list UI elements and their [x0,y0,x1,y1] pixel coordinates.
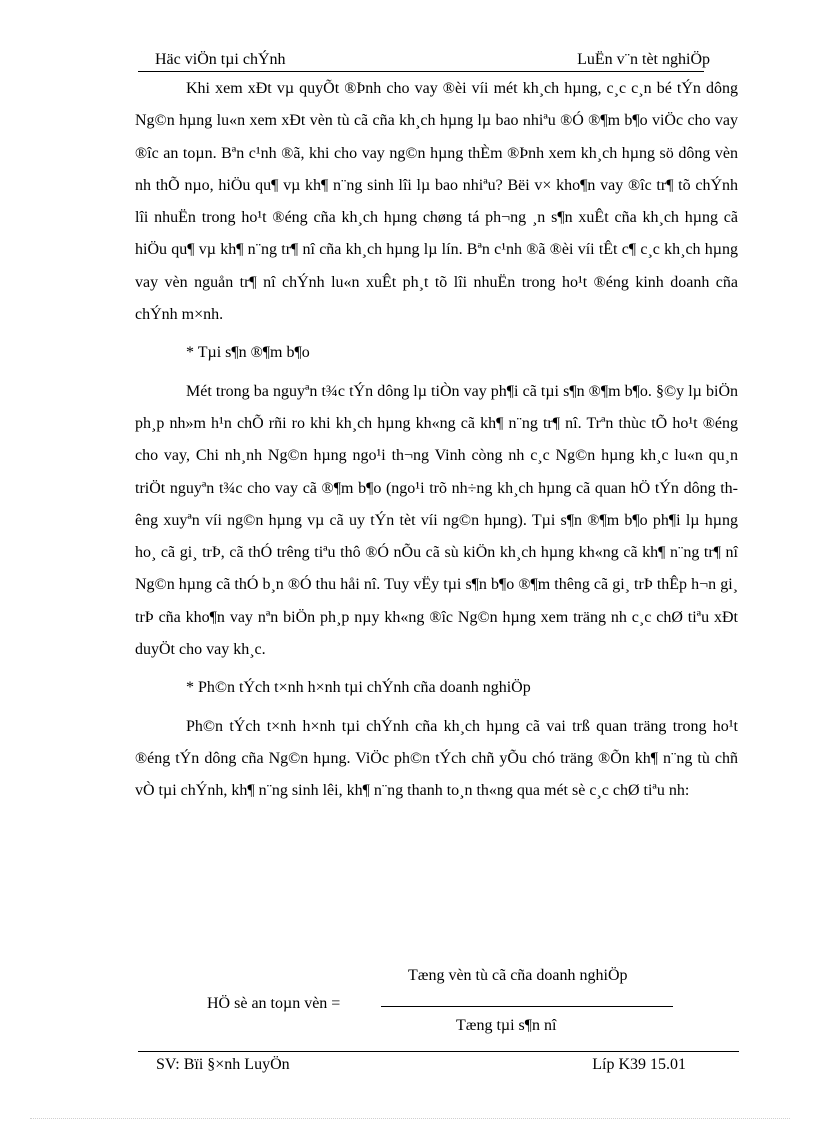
footer-student: SV: Bïi §×nh LuyÖn [156,1056,290,1073]
header-institution: Häc viÖn tµi chÝnh [155,51,286,68]
formula-capital-safety-ratio [0,955,816,1045]
header-thesis-label: LuËn v¨n tèt nghiÖp [577,51,710,68]
formula-label: HÖ sè an toµn vèn = [207,995,341,1012]
body-text [135,73,738,808]
formula-denominator: Tæng tµi s¶n nî [456,1017,557,1034]
paragraph-business-efficiency: Khi xem xÐt vµ quyÕt ®Þnh cho vay ®èi víi mét kh¸ch hµng, c¸c c¸n bé tÝn dông Ng©n hµng lu«n xem xÐt vèn tù cã cña kh¸ch hµng lµ bao nhiªu ®Ó ®¶m b¶o viÖc cho vay ®îc an toµn. Bªn c¹nh ®ã, khi cho vay ng©n hµng thÈm ®Þnh xem kh¸ch hµng sö dông vèn nh thÕ nµo, hiÖu qu¶ vµ kh¶ n¨ng sinh lîi lµ bao nhiªu? Bëi v× kho¶n vay ®îc tr¶ tõ chÝnh lîi nhuËn trong ho¹t ®éng cña kh¸ch hµng chøng tá ph¬ng ¸n s¶n xuÊt cña kh¸ch hµng cã hiÖu qu¶ vµ kh¶ n¨ng tr¶ nî cña kh¸ch hµng lµ lín. Bªn c¹nh ®ã ®èi víi tÊt c¶ c¸c kh¸ch hµng vay vèn nguån tr¶ nî chÝnh lu«n xuÊt ph¸t tõ lîi nhuËn trong ho¹t ®éng kinh doanh cña chÝnh m×nh. [135,80,738,324]
fraction-bar [381,1006,673,1007]
paragraph-collateral: Mét trong ba nguyªn t¾c tÝn dông lµ tiÒn vay ph¶i cã tµi s¶n ®¶m b¶o. §©y lµ biÖn ph¸p nh»m h¹n chÕ rñi ro khi kh¸ch hµng kh«ng cã kh¶ n¨ng tr¶ nî. Trªn thùc tÕ ho¹t ®éng cho vay, Chi nh¸nh Ng©n hµng ngo¹i th¬ng Vinh còng nh c¸c Ng©n hµng kh¸c lu«n qu¸n triÖt nguyªn t¾c cho vay cã ®¶m b¶o (ngo¹i trõ nh÷ng kh¸ch hµng cã quan hÖ tÝn dông thêng xuyªn víi ng©n hµng vµ cã uy tÝn tèt víi ng©n hµng). Tµi s¶n ®¶m b¶o ph¶i lµ hµng ho¸ cã gi¸ trÞ, cã thÓ trêng tiªu thô ®Ó nÕu cã sù kiÖn kh¸ch hµng kh«ng cã kh¶ n¨ng tr¶ nî Ng©n hµng cã thÓ b¸n ®Ó thu håi nî. Tuy vËy tµi s¶n b¶o ®¶m thêng cã gi¸ trÞ thÊp h¬n gi¸ trÞ cña kho¶n vay nªn biÖn ph¸p nµy kh«ng ®îc Ng©n hµng xem träng nh c¸c chØ tiªu xÐt duyÖt cho vay kh¸c. [135,382,738,659]
footer-rule [138,1051,739,1052]
section-heading-collateral: * Tµi s¶n ®¶m b¶o [186,344,310,362]
header-rule [138,71,704,72]
page-bottom-edge [30,1118,790,1119]
section-heading-financial-analysis: * Ph©n tÝch t×nh h×nh tµi chÝnh cña doanh nghiÖp [186,679,531,697]
footer-class: Líp K39 15.01 [592,1056,686,1073]
formula-numerator: Tæng vèn tù cã cña doanh nghiÖp [408,967,628,984]
paragraph-financial-analysis: Ph©n tÝch t×nh h×nh tµi chÝnh cña kh¸ch hµng cã vai trß quan träng trong ho¹t ®éng tÝn dông cña Ng©n hµng. ViÖc ph©n tÝch chñ yÕu chó träng ®Õn kh¶ n¨ng tù chñ vÒ tµi chÝnh, kh¶ n¨ng sinh lêi, kh¶ n¨ng thanh to¸n th«ng qua mét sè c¸c chØ tiªu nh: [135,717,738,800]
